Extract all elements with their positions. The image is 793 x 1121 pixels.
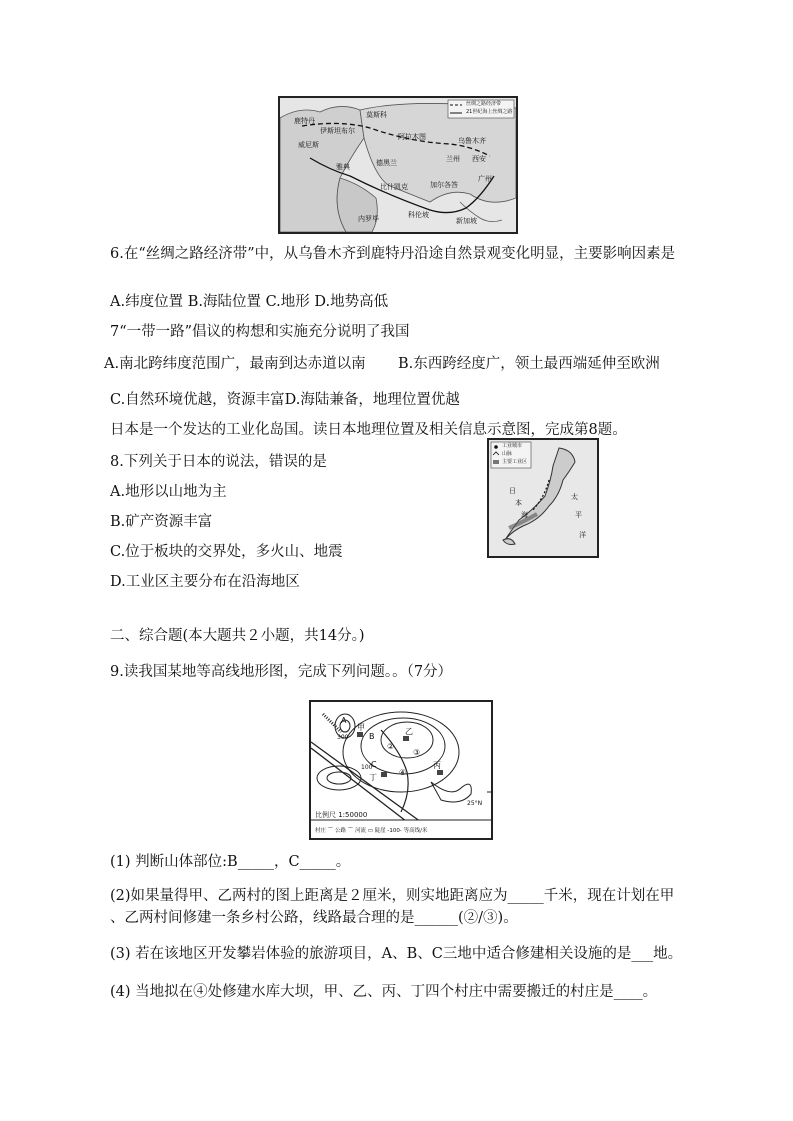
contour-label-ding: 丁 [369, 773, 377, 782]
map-label-urumqi: 乌鲁木齐 [458, 137, 486, 145]
japan-legend-3: 主要工业区 [502, 459, 528, 465]
contour-label-bing: 丙 [433, 761, 441, 770]
map-label-bishkek: 比什凯克 [380, 183, 408, 191]
map-label-guangzhou: 广州 [478, 175, 492, 183]
q8-option-c: C.位于板块的交界处，多火山、地震 [110, 544, 343, 560]
japan-label-ping: 平 [575, 511, 582, 519]
map-label-tehran: 德黑兰 [376, 159, 397, 167]
map-label-almaty: 阿拉木图 [398, 133, 426, 141]
q9-stem: 9.读我国某地等高线地形图，完成下列问题。。（7分） [110, 664, 453, 680]
japan-legend-1: 工业城市 [502, 443, 523, 449]
map-label-moscow: 莫斯科 [366, 111, 387, 119]
q9-sub3: (3) 若在该地区开发攀岩体验的旅游项目，A、B、C三地中适合修建相关设施的是___地。 [110, 946, 683, 962]
contour-label-100: 100 [361, 764, 373, 771]
map-label-athens: 雅典 [336, 163, 350, 171]
japan-legend-2: 山脉 [502, 451, 513, 457]
japan-label-yang: 洋 [579, 531, 586, 539]
contour-label-latitude: 25°N [467, 800, 483, 807]
contour-label-2: ② [387, 742, 395, 751]
q9-sub2-line1: (2)如果量得甲、乙两村的图上距离是２厘米，则实地距离应为_____千米，现在计划在甲 [110, 888, 675, 904]
silk-road-legend-2: 21世纪海上丝绸之路 [466, 109, 513, 115]
silk-road-legend-1: 丝绸之路经济带 [466, 101, 502, 107]
q7-option-a: A.南北跨纬度范围广，最南到达赤道以南 [104, 356, 366, 372]
contour-map [309, 700, 493, 840]
map-label-singapore: 新加坡 [456, 217, 477, 225]
map-label-nairobi: 内罗毕 [358, 215, 379, 223]
q9-sub4: (4) 当地拟在④处修建水库大坝，甲、乙、丙、丁四个村庄中需要搬迁的村庄是____。 [110, 984, 658, 1000]
q8-option-b: B.矿产资源丰富 [110, 514, 213, 530]
contour-label-300: 300 [337, 734, 349, 741]
q6-options: A.纬度位置 B.海陆位置 C.地形 D.地势高低 [110, 294, 389, 310]
japan-label-hai: 海 [521, 511, 528, 519]
contour-label-b: B [369, 732, 375, 741]
q7-option-cd: C.自然环境优越，资源丰富D.海陆兼备，地理位置优越 [110, 392, 460, 408]
japan-intro: 日本是一个发达的工业化岛国。读日本地理位置及相关信息示意图，完成第8题。 [110, 422, 627, 438]
contour-label-c: C [371, 760, 377, 769]
section-2-title: 二、综合题(本大题共２小题，共14分。) [110, 628, 365, 644]
map-label-xian: 西安 [472, 155, 486, 163]
japan-label-ben: 本 [515, 499, 522, 507]
map-label-venice: 威尼斯 [298, 141, 319, 149]
q7-stem: 7“一带一路”倡议的构想和实施充分说明了我国 [110, 324, 410, 340]
japan-label-ri: 日 [509, 487, 516, 495]
q8-option-d: D.工业区主要分布在沿海地区 [110, 574, 300, 590]
japan-label-tai: 太 [571, 493, 578, 501]
q7-option-b: B.东西跨经度广，领土最西端延伸至欧洲 [398, 356, 660, 372]
contour-label-yi: 乙 [405, 727, 413, 736]
map-label-colombo: 科伦坡 [408, 211, 429, 219]
map-label-rotterdam: 鹿特丹 [294, 117, 315, 125]
q9-sub2-line2: 、乙两村间修建一条乡村公路，线路最合理的是______(②/③)。 [110, 910, 518, 926]
contour-legend: 村庄 ⌒ 公路 ⌒ 河流 ▭ 陡崖 -100- 等高线/米 [315, 828, 428, 834]
map-label-kolkata: 加尔各答 [430, 181, 458, 189]
contour-label-a: A [341, 716, 347, 725]
q6-stem: 6.在“丝绸之路经济带”中，从乌鲁木齐到鹿特丹沿途自然景观变化明显，主要影响因素是 [110, 246, 676, 262]
contour-label-jia: 甲 [357, 723, 365, 732]
q8-stem: 8.下列关于日本的说法，错误的是 [110, 454, 327, 470]
contour-scale: 比例尺 1:50000 [315, 811, 368, 819]
silk-road-map [278, 96, 518, 234]
map-label-istanbul: 伊斯坦布尔 [320, 127, 355, 135]
japan-map [487, 438, 599, 558]
contour-label-4: ④ [399, 768, 407, 777]
q8-option-a: A.地形以山地为主 [110, 484, 227, 500]
contour-label-3: ③ [413, 748, 421, 757]
map-label-lanzhou: 兰州 [446, 155, 460, 163]
q9-sub1: (1) 判断山体部位:B_____，C_____。 [110, 854, 351, 870]
